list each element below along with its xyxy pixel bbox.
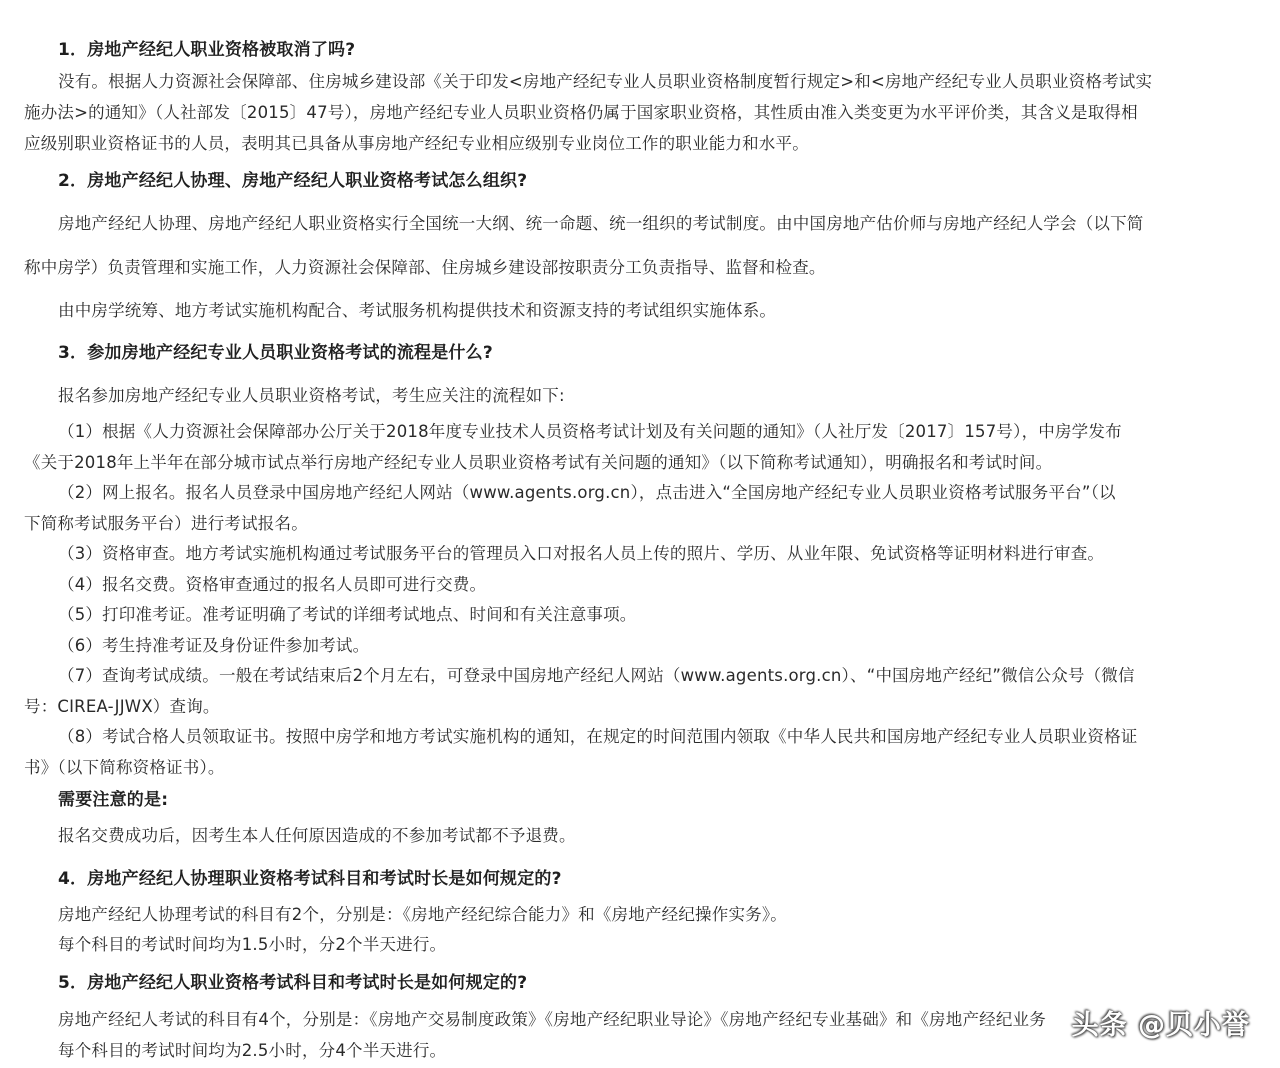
q3-line: 下简称考试服务平台）进行考试报名。 bbox=[24, 514, 308, 533]
q3-note: 报名交费成功后，因考生本人任何原因造成的不参加考试都不予退费。 bbox=[58, 826, 576, 845]
q1-line: 应级别职业资格证书的人员，表明其已具备从事房地产经纪专业相应级别专业岗位工作的职业能力和水平。 bbox=[24, 134, 809, 153]
q3-line: 书》（以下简称资格证书）。 bbox=[24, 758, 225, 777]
q3-note-heading: 需要注意的是: bbox=[58, 790, 169, 810]
q3-line: 《关于2018年上半年在部分城市试点举行房地产经纪专业人员职业资格考试有关问题的通知》（以下简称考试通知），明确报名和考试时间。 bbox=[24, 453, 1053, 472]
q3-line: （5）打印准考证。准考证明确了考试的详细考试地点、时间和有关注意事项。 bbox=[58, 605, 637, 624]
q3-line: （7）查询考试成绩。一般在考试结束后2个月左右，可登录中国房地产经纪人网站（www.agents.org.cn）、“中国房地产经纪”微信公众号（微信 bbox=[58, 666, 1135, 685]
q3-line: （6）考生持准考证及身份证件参加考试。 bbox=[58, 636, 370, 655]
q1-line: 没有。根据人力资源社会保障部、住房城乡建设部《关于印发<房地产经纪专业人员职业资格制度暂行规定>和<房地产经纪专业人员职业资格考试实 bbox=[58, 72, 1153, 91]
q2-heading: 2．房地产经纪人协理、房地产经纪人职业资格考试怎么组织? bbox=[58, 171, 528, 191]
q5-line: 房地产经纪人考试的科目有4个，分别是：《房地产交易制度政策》《房地产经纪职业导论》《房地产经纪专业基础》和《房地产经纪业务 bbox=[58, 1010, 1046, 1029]
q3-heading: 3．参加房地产经纪专业人员职业资格考试的流程是什么? bbox=[58, 343, 493, 363]
q3-line: （8）考试合格人员领取证书。按照中房学和地方考试实施机构的通知，在规定的时间范围内领取《中华人民共和国房地产经纪专业人员职业资格证 bbox=[58, 727, 1138, 746]
q5-heading: 5．房地产经纪人职业资格考试科目和考试时长是如何规定的? bbox=[58, 973, 528, 993]
q3-intro: 报名参加房地产经纪专业人员职业资格考试，考生应关注的流程如下: bbox=[58, 386, 565, 405]
q3-line: 号：CIREA-JJWX）查询。 bbox=[24, 697, 220, 716]
q4-line: 房地产经纪人协理考试的科目有2个，分别是：《房地产经纪综合能力》和《房地产经纪操作实务》。 bbox=[58, 905, 787, 924]
q1-heading: 1．房地产经纪人职业资格被取消了吗? bbox=[58, 40, 356, 60]
q1-line: 施办法>的通知》（人社部发〔2015〕47号），房地产经纪专业人员职业资格仍属于国家职业资格，其性质由准入类变更为水平评价类，其含义是取得相 bbox=[24, 103, 1138, 122]
q3-line: （1）根据《人力资源社会保障部办公厅关于2018年度专业技术人员资格考试计划及有关问题的通知》（人社厅发〔2017〕157号），中房学发布 bbox=[58, 422, 1122, 441]
q4-heading: 4．房地产经纪人协理职业资格考试科目和考试时长是如何规定的? bbox=[58, 869, 562, 889]
q5-line: 每个科目的考试时间均为2.5小时，分4个半天进行。 bbox=[58, 1041, 447, 1060]
q3-line: （2）网上报名。报名人员登录中国房地产经纪人网站（www.agents.org.cn），点击进入“全国房地产经纪专业人员职业资格考试服务平台”（以 bbox=[58, 483, 1116, 502]
q2-line: 由中房学统筹、地方考试实施机构配合、考试服务机构提供技术和资源支持的考试组织实施体系。 bbox=[58, 301, 777, 320]
q2-line: 称中房学）负责管理和实施工作，人力资源社会保障部、住房城乡建设部按职责分工负责指导、监督和检查。 bbox=[24, 258, 826, 277]
watermark: 头条 @贝小誉 bbox=[1071, 1010, 1250, 1041]
q2-line: 房地产经纪人协理、房地产经纪人职业资格实行全国统一大纲、统一命题、统一组织的考试制度。由中国房地产估价师与房地产经纪人学会（以下简 bbox=[58, 214, 1144, 233]
q3-line: （3）资格审查。地方考试实施机构通过考试服务平台的管理员入口对报名人员上传的照片、学历、从业年限、免试资格等证明材料进行审查。 bbox=[58, 544, 1105, 563]
q4-line: 每个科目的考试时间均为1.5小时，分2个半天进行。 bbox=[58, 935, 447, 954]
q3-line: （4）报名交费。资格审查通过的报名人员即可进行交费。 bbox=[58, 575, 487, 594]
